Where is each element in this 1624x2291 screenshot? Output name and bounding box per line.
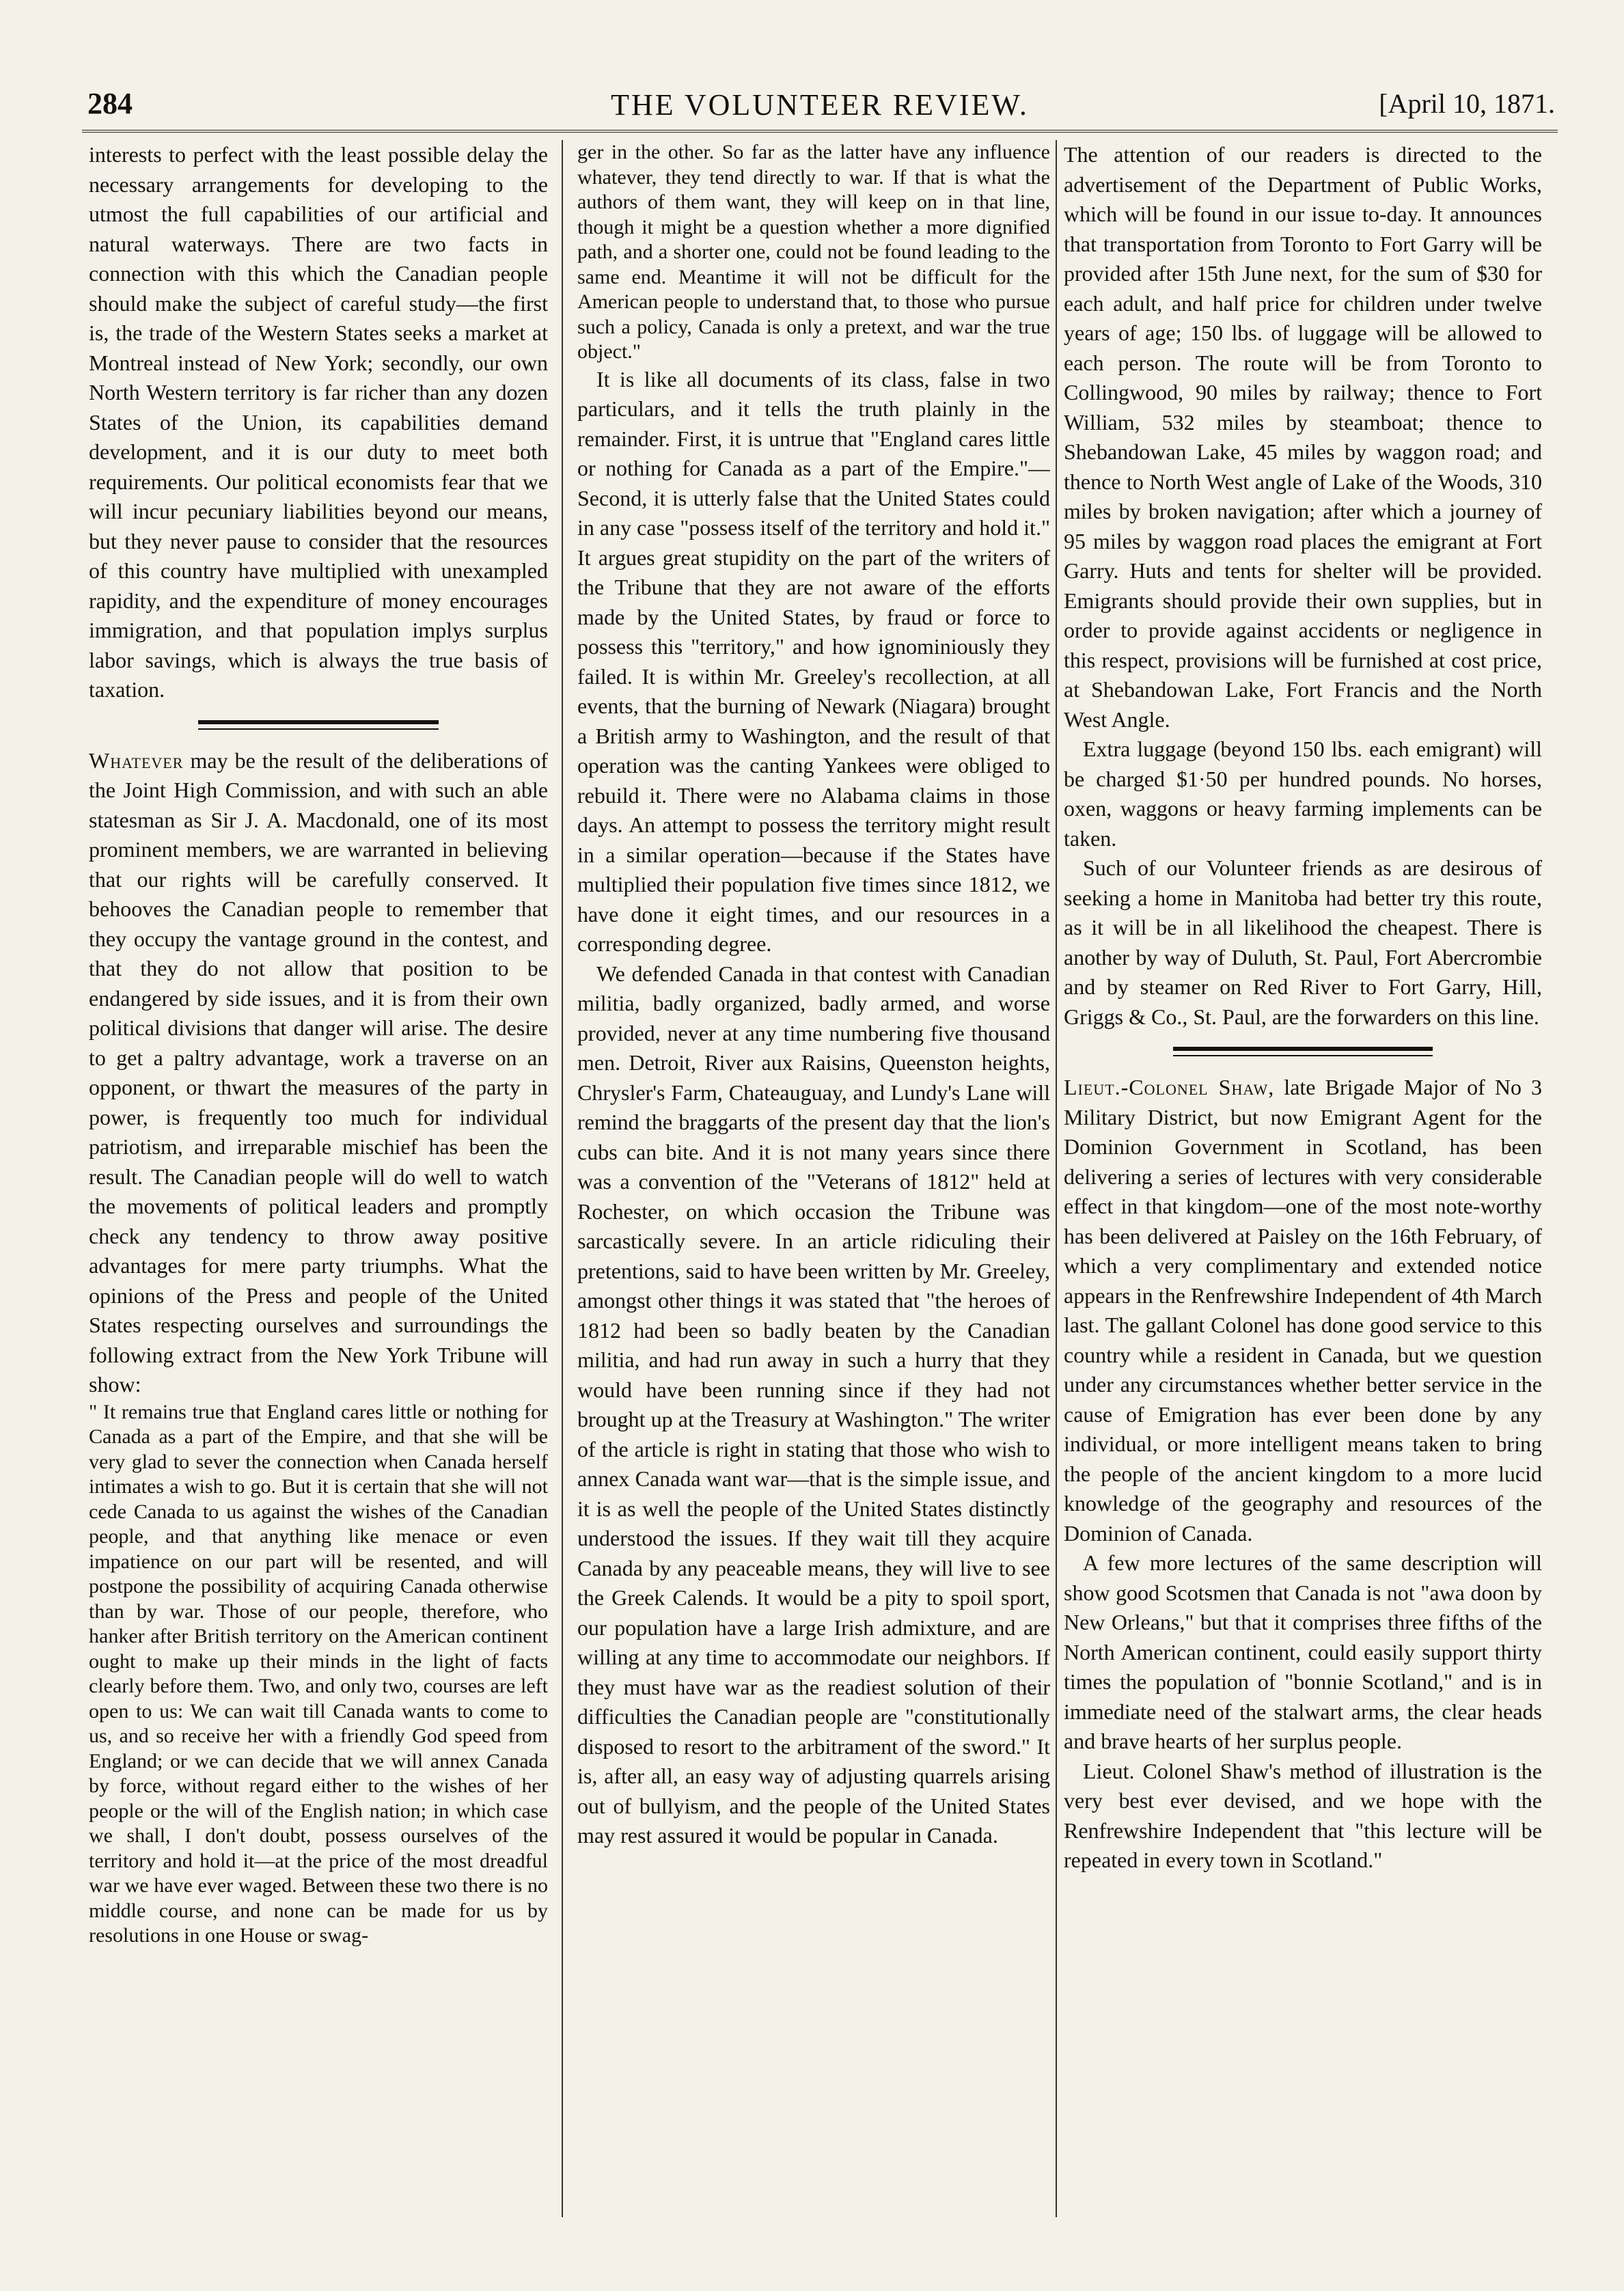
tribune-quote: " It remains true that England cares little or nothing for Canada as a part of the Empire, and that she will be very glad to sever the connection when Canada herself intimates a wish to go. But it is certain that she will not cede Canada to us against the wishes of the Canadian people, and that anything like menace or even impatience on our part will be resented, and will postpone the possibility of acquiring Canada otherwise than by war. Those of our people, therefore, who hanker after British territory on the American continent ought to make up their minds in the light of facts clearly before them. Two, and only two, courses are left open to us: We can wait till Canada wants to come to us, and so receive her with a friendly God speed from England; or we can decide that we will annex Canada by force, without regard either to the wishes of her people or the will of the English nation; in which case we shall, I don't doubt, possess ourselves of the territory and hold it—at the price of the most dreadful war we have ever waged. Between these two there is no middle course, and none can be made for us by resolutions in one House or swag- [89,1400,548,1947]
column-divider [1056,140,1057,2217]
continued-paragraph: interests to perfect with the least possible delay the necessary arrangements for developing to the utmost the full capabilities of our artificial and natural waterways. There are two facts in connection with this which the Canadian people should make the subject of careful study—the first is, the trade of the Western States seeks a market at Montreal instead of New York; secondly, our own North Western territory is far richer than any dozen States of the Union, its capabilities demand development, and it is our duty to meet both requirements. Our political economists fear that we will incur pecuniary liabilities beyond our means, but they never pause to consider that the resources of this country have multiplied with unexampled rapidity, and the expenditure of money encourages immigration, and that population implys surplus labor savings, which is always the true basis of taxation. [89,142,548,702]
header-rule [82,130,1558,133]
page-number: 284 [87,87,133,120]
article-separator [1064,1032,1542,1073]
article-text: may be the result of the deliberations of the Joint High Commission, and with such an able statesman as Sir J. A. Macdonald, one of its most prominent members, we are warranted in believing that our rights will be carefully conserved. It behooves the Canadian people to remember that they occupy the vantage ground in the contest, and that they do not allow that position to be endangered by side issues, and it is from their own political divisions that danger will arise. The desire to get a paltry advantage, work a traverse on an opponent, or thwart the measures of the party in power, is frequently too much for individual patriotism, and irreparable mischief has been the result. The Canadian people will do well to watch the movements of political leaders and promptly check any tendency to throw away positive advantages for mere party triumphs. What the opinions of the Press and people of the United States respecting ourselves and surroundings the following extract from the New York Tribune will show: [89,747,548,1397]
paragraph: We defended Canada in that contest with Canadian militia, badly organized, badly armed, and worse provided, never at any time numbering five thousand men. Detroit, River aux Raisins, Queenston heights, Chrysler's Farm, Chateauguay, and Lundy's Lane will remind the braggarts of the present day that the lion's cubs can bite. And it is not many years since there was a convention of the "Veterans of 1812" held at Rochester, on which occasion the Tribune was sarcastically severe. In an article ridiculing their pretentions, said to have been written by Mr. Greeley, amongst other things it was stated that "the heroes of 1812 had been so badly beaten by the Canadian militia, and had run away in such a hurry that they would have been running since if they had not brought up at the Treasury at Washington." The writer of the article is right in stating that those who wish to annex Canada want war—that is the simple issue, and it is as well the people of the United States distinctly understood the issues. If they wait till they acquire Canada by any peaceable means, they will live to see the Greek Calends. It would be a pity to spoil sport, our population have a large Irish admixture, and are willing at any time to accommodate our neighbors. If they must have war as the readiest solution of their difficulties the Canadian people are "constitutionally disposed to resort to the arbitrament of the sword." It is, after all, an easy way of adjusting quarrels arising out of bullyism, and the people of the United States may rest assured it would be popular in Canada. [577,961,1050,1848]
column-3 [1064,140,1542,2217]
article-separator [89,705,548,746]
article-paragraph [89,746,548,1400]
paragraph: It is like all documents of its class, false in two particulars, and it tells the truth plainly in the remainder. First, it is untrue that "England cares little or nothing for Canada as a part of the Empire."—Second, it is utterly false that the United States could in any case "possess itself of the territory and hold it." It argues great stupidity on the part of the writers of the Tribune that they are not aware of the efforts made by the United States, by fraud or force to possess this "territory," and how ignominiously they failed. It is within Mr. Greeley's recollection, at all events, that the burning of Newark (Niagara) brought a British army to Washington, and the result of that operation was the canting Yankees were obliged to rebuild it. There were no Alabama claims in those days. An attempt to possess the territory might result in a similar operation—because if the States have multiplied their population five times since 1812, we have done it eight times, and our resources in a corresponding degree. [577,366,1050,956]
paragraph: Extra luggage (beyond 150 lbs. each emigrant) will be charged $1·50 per hundred pounds. No horses, oxen, waggons or heavy farming implements can be taken. [1064,737,1542,851]
column-2 [577,140,1050,2217]
paragraph: The attention of our readers is directed to the advertisement of the Department of Public Works, which will be found in our issue to-day. It announces that transportation from Toronto to Fort Garry will be provided after 15th June next, for the sum of $30 for each adult, and half price for children under twelve years of age; 150 lbs. of luggage will be allowed to each person. The route will be from Toronto to Collingwood, 90 miles by railway; thence to Fort William, 532 miles by steamboat; thence to Shebandowan Lake, 45 miles by waggon road; and thence to North West angle of Lake of the Woods, 310 miles by broken navigation; after which a journey of 95 miles by waggon road places the emigrant at Fort Garry. Huts and tents for shelter will be provided. Emigrants should provide their own supplies, but in order to provide against accidents or negligence in this respect, provisions will be furnished at cost price, at Shebandowan Lake, Fort Francis and the North West Angle. [1064,142,1542,732]
column-1 [89,140,548,2217]
article-lead: Lieut.-Colonel Shaw, [1064,1075,1275,1099]
tribune-quote-continued: ger in the other. So far as the latter have any influence whatever, they tend directly to war. If that is what the authors of them want, they will keep on in that line, though it might be a question whether a more dignified path, and a shorter one, could not be found leading to the same end. Meantime it will not be difficult for the American people to understand that, to those who pursue such a policy, Canada is only a pretext, and war the true object." [577,141,1050,363]
article-text: late Brigade Major of No 3 Military District, but now Emigrant Agent for the Dominion Government in Scotland, has been delivering a series of lectures with very considerable effect in that kingdom—one of the most note-worthy has been delivered at Paisley on the 16th February, of which a very complimentary and extended notice appears in the Renfrewshire Independent of 4th March last. The gallant Colonel has done good service to this country while a resident in Canada, but we question under any circumstances whether better service in the cause of Emigration has ever been done by any individual, or more intelligent means taken to bring the people of the ancient kingdom to a more lucid knowledge of the geography and resources of the Dominion of Canada. [1064,1075,1542,1546]
article-lead: Whatever [89,747,184,773]
article-paragraph [1064,1073,1542,1548]
journal-title: THE VOLUNTEER REVIEW. [611,88,1029,122]
paragraph: A few more lectures of the same description will show good Scotsmen that Canada is not "awa doon by New Orleans," but that it comprises three fifths of the North American continent, could easily support thirty times the population of "bonnie Scotland," and is in immediate need of the stalwart arms, the clear heads and brave hearts of her surplus people. [1064,1550,1542,1753]
page-header [82,81,1558,128]
paragraph: Lieut. Colonel Shaw's method of illustration is the very best ever devised, and we hope with the Renfrewshire Independent that "this lecture will be repeated in every town in Scotland." [1064,1758,1542,1872]
issue-date: [April 10, 1871. [1379,88,1555,119]
column-divider [562,140,563,2217]
paragraph: Such of our Volunteer friends as are desirous of seeking a home in Manitoba had better try this route, as it will be in all likelihood the cheapest. There is another by way of Duluth, St. Paul, Fort Abercrombie and by steamer on Red River to Fort Garry, Hill, Griggs & Co., St. Paul, are the forwarders on this line. [1064,855,1542,1029]
